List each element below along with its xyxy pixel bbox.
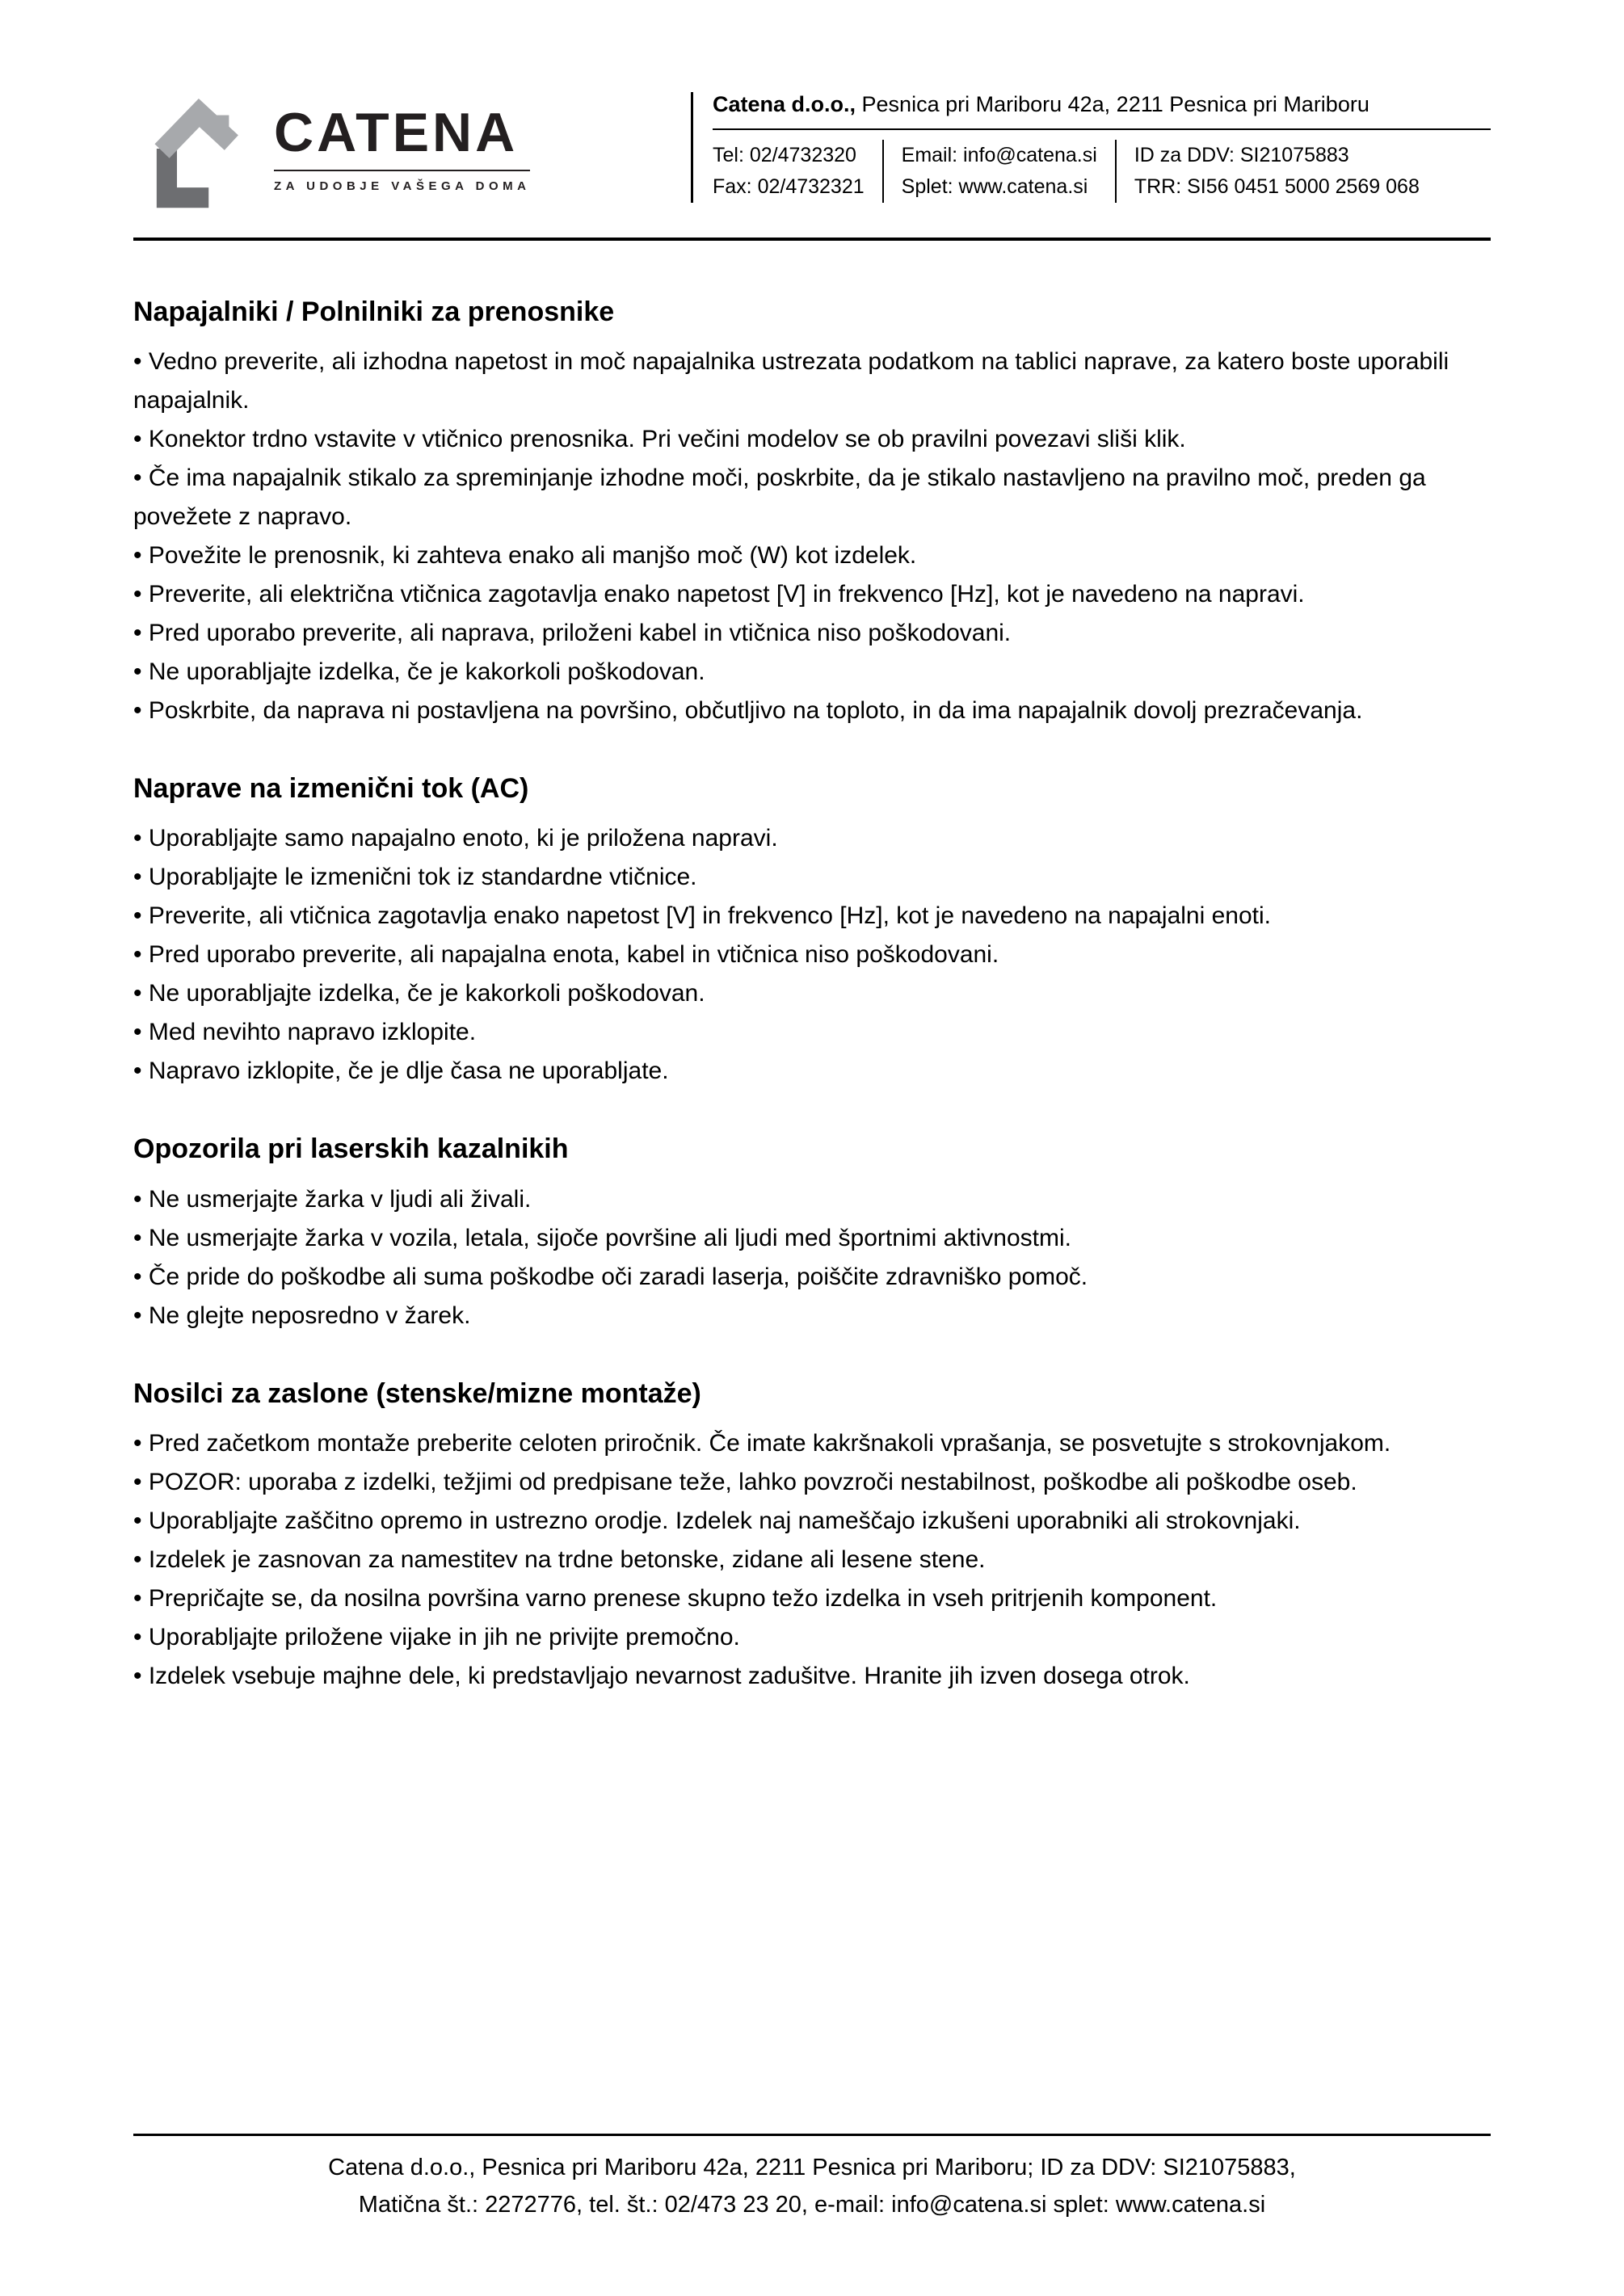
company-name: Catena d.o.o.,: [713, 92, 856, 116]
house-logo-icon: [133, 87, 253, 210]
bullet-item: • Uporabljajte zaščitno opremo in ustrezno orodje. Izdelek naj nameščajo izkušeni uporabniki ali strokovnjaki.: [133, 1507, 1301, 1534]
bullet-item: • Pred uporabo preverite, ali naprava, priloženi kabel in vtičnica niso poškodovani.: [133, 620, 1012, 647]
footer-line-1: Catena d.o.o., Pesnica pri Mariboru 42a, 2211 Pesnica pri Mariboru; ID za DDV: SI21075883,: [328, 2155, 1296, 2180]
content-section: [133, 1131, 1491, 1335]
bullet-item: • Uporabljajte le izmenični tok iz standardne vtičnice.: [133, 864, 697, 891]
sections: [133, 294, 1491, 1696]
document-footer: [133, 2134, 1491, 2223]
section-title: Naprave na izmenični tok (AC): [133, 773, 529, 805]
bullet-item: • Ne glejte neposredno v žarek.: [133, 1301, 471, 1329]
bullet-item: • Če ima napajalnik stikalo za spreminjanje izhodne moči, poskrbite, da je stikalo nastavljeno na pravilno moč, preden ga povežete z napravo.: [133, 465, 1426, 531]
contact-col-online: [882, 140, 1115, 203]
company-logo: [133, 87, 530, 210]
section-title: Opozorila pri laserskih kazalnikih: [133, 1133, 569, 1165]
bullet-item: • Pred začetkom montaže preberite celoten priročnik. Če imate kakršnakoli vprašanja, se posvetujte s strokovnjakom.: [133, 1429, 1391, 1457]
bullet-item: • POZOR: uporaba z izdelki, težjimi od predpisane teže, lahko povzroči nestabilnost, poškodbe ali poškodbe oseb.: [133, 1468, 1357, 1495]
vat-line: ID za DDV: SI21075883: [1134, 144, 1349, 166]
bullet-item: • Poskrbite, da naprava ni postavljena na površino, občutljivo na toploto, in da ima napajalnik dovolj prezračevanja.: [133, 697, 1363, 725]
bullet-item: • Konektor trdno vstavite v vtičnico prenosnika. Pri večini modelov se ob pravilni povezavi sliši klik.: [133, 426, 1186, 453]
bullet-item: • Povežite le prenosnik, ki zahteva enako ali manjšo moč (W) kot izdelek.: [133, 542, 917, 570]
bullet-item: • Uporabljajte priložene vijake in jih ne privijte premočno.: [133, 1623, 740, 1651]
web-line: Splet: www.catena.si: [901, 175, 1088, 198]
bullet-item: • Ne uporabljajte izdelka, če je kakorkoli poškodovan.: [133, 980, 705, 1007]
footer-line-2: Matična št.: 2272776, tel. št.: 02/473 23 20, e-mail: info@catena.si splet: www.catena.si: [358, 2192, 1266, 2218]
bullet-item: • Ne uporabljajte izdelka, če je kakorkoli poškodovan.: [133, 658, 705, 686]
logo-tagline: ZA UDOBJE VAŠEGA DOMA: [274, 170, 530, 193]
fax-line: Fax: 02/4732321: [713, 175, 865, 198]
email-line: Email: info@catena.si: [901, 144, 1097, 166]
bullet-item: • Če pride do poškodbe ali suma poškodbe oči zaradi laserja, poiščite zdravniško pomoč.: [133, 1263, 1088, 1290]
bullet-item: • Uporabljajte samo napajalno enoto, ki je priložena napravi.: [133, 825, 778, 852]
header-divider: [133, 238, 1491, 241]
bullet-item: • Ne usmerjajte žarka v vozila, letala, sijoče površine ali ljudi med športnimi aktivnostmi.: [133, 1224, 1071, 1251]
bullet-item: • Izdelek vsebuje majhne dele, ki predstavljajo nevarnost zadušitve. Hranite jih izven dosega otrok.: [133, 1662, 1190, 1689]
logo-text: [274, 101, 531, 194]
contact-block: [691, 92, 1491, 203]
content-section: [133, 1376, 1491, 1696]
logo-wordmark: CATENA: [274, 101, 519, 163]
bullet-item: • Ne usmerjajte žarka v ljudi ali živali.: [133, 1185, 532, 1213]
contact-columns: [713, 130, 1491, 203]
bullet-item: • Napravo izklopite, če je dlje časa ne uporabljate.: [133, 1058, 669, 1085]
content-section: [133, 771, 1491, 1091]
bullet-item: • Prepričajte se, da nosilna površina varno prenese skupno težo izdelka in vseh pritrjenih komponent.: [133, 1584, 1218, 1612]
letterhead-header: [133, 81, 1491, 210]
content-section: [133, 294, 1491, 730]
section-title: Nosilci za zaslone (stenske/mizne montaže): [133, 1377, 701, 1409]
bullet-item: • Med nevihto napravo izklopite.: [133, 1019, 477, 1046]
section-title: Napajalniki / Polnilniki za prenosnike: [133, 296, 615, 327]
company-address: Pesnica pri Mariboru 42a, 2211 Pesnica pri Mariboru: [856, 92, 1369, 116]
bullet-item: • Preverite, ali električna vtičnica zagotavlja enako napetost [V] in frekvenco [Hz], kot je navedeno na napravi.: [133, 581, 1305, 608]
bullet-item: • Izdelek je zasnovan za namestitev na trdne betonske, zidane ali lesene stene.: [133, 1545, 986, 1573]
bullet-item: • Vedno preverite, ali izhodna napetost in moč napajalnika ustrezata podatkom na tablici naprave, za katero boste uporabili napajalnik.: [133, 348, 1449, 414]
contact-col-phone: [713, 140, 882, 203]
tel-line: Tel: 02/4732320: [713, 144, 856, 166]
trr-line: TRR: SI56 0451 5000 2569 068: [1134, 175, 1420, 198]
contact-col-registry: [1115, 140, 1437, 203]
bullet-item: • Pred uporabo preverite, ali napajalna enota, kabel in vtičnica niso poškodovani.: [133, 941, 999, 969]
bullet-item: • Preverite, ali vtičnica zagotavlja enako napetost [V] in frekvenco [Hz], kot je navedeno na napajalni enoti.: [133, 902, 1271, 930]
contact-address-line: [713, 92, 1491, 130]
